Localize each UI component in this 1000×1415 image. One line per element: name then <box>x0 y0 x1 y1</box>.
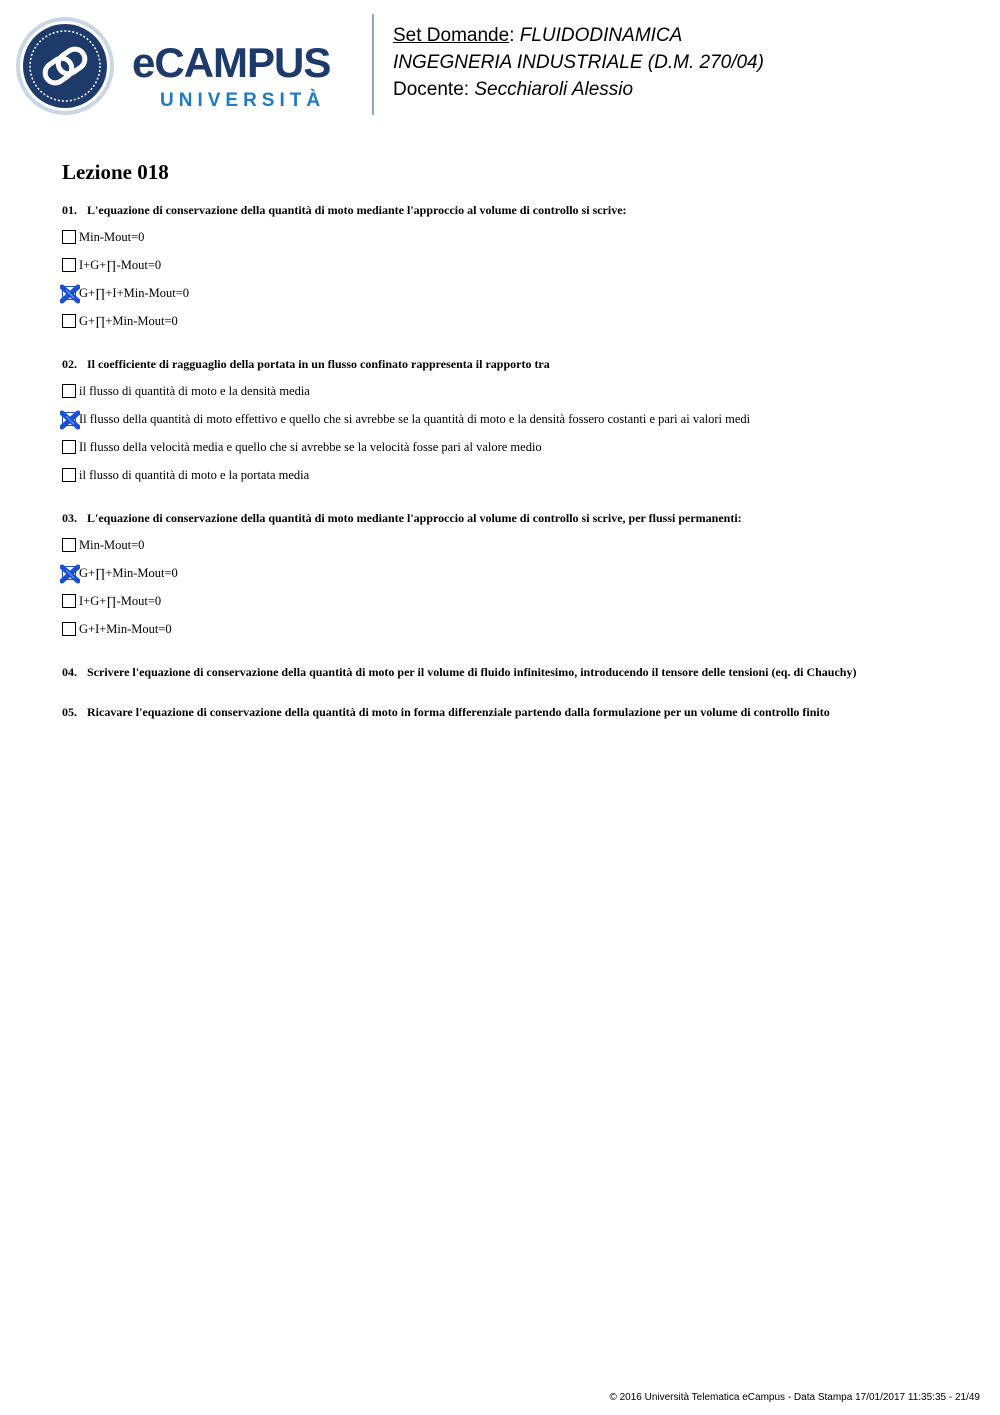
questions-container <box>62 203 962 745</box>
option-label: il flusso di quantità di moto e la portata media <box>79 467 310 482</box>
check-mark-icon <box>60 284 80 304</box>
teacher-name: Secchiaroli Alessio <box>474 79 634 100</box>
brand-subtitle: UNIVERSITÀ <box>160 90 326 111</box>
question-label: L'equazione di conservazione della quantità di moto mediante l'approccio al volume di controllo si scrive, per flussi permanenti: <box>87 511 742 525</box>
question-text <box>62 203 962 217</box>
ecampus-seal-logo-icon <box>15 16 115 116</box>
option-label: Min-Mout=0 <box>79 537 145 552</box>
option-label: G+∏+I+Min-Mout=0 <box>79 285 190 300</box>
option-label: I+G+∏-Mout=0 <box>79 593 162 608</box>
option-label: Min-Mout=0 <box>79 229 145 244</box>
set-label: Set Domande <box>393 25 510 46</box>
check-mark-icon <box>60 564 80 584</box>
question-number: 03. <box>62 511 77 525</box>
set-line: Set Domande: FLUIDODINAMICA <box>393 25 683 46</box>
option[interactable] <box>62 593 962 609</box>
option[interactable] <box>62 621 962 637</box>
course-line <box>393 49 764 76</box>
lesson-title: Lezione 018 <box>62 160 169 184</box>
option[interactable] <box>62 285 962 301</box>
page-header <box>0 0 1000 130</box>
checkbox-checked[interactable] <box>62 566 76 580</box>
option-label: G+∏+Min-Mout=0 <box>79 565 178 580</box>
option-label: G+∏+Min-Mout=0 <box>79 313 178 328</box>
checkbox[interactable] <box>62 258 76 272</box>
checkbox[interactable] <box>62 230 76 244</box>
checkbox[interactable] <box>62 622 76 636</box>
question-04 <box>62 665 962 679</box>
question-number: 04. <box>62 665 77 679</box>
set-value: FLUIDODINAMICA <box>519 25 683 46</box>
option-label: I+G+∏-Mout=0 <box>79 257 162 272</box>
checkbox-checked[interactable] <box>62 412 76 426</box>
header-divider <box>372 14 374 115</box>
option[interactable] <box>62 383 962 399</box>
checkbox-checked[interactable] <box>62 286 76 300</box>
question-label: Scrivere l'equazione di conservazione della quantità di moto per il volume di fluido infinitesimo, introducendo il tensore delle tensioni (eq. di Chauchy) <box>87 665 857 679</box>
option[interactable] <box>62 411 962 427</box>
checkbox[interactable] <box>62 440 76 454</box>
option-label: il flusso di quantità di moto e la densità media <box>79 383 310 398</box>
brand-name: eCAMPUS <box>132 39 331 86</box>
page-footer: © 2016 Università Telematica eCampus - Data Stampa 17/01/2017 11:35:35 - 21/49 <box>609 1392 980 1403</box>
option-label: Il flusso della velocità media e quello che si avrebbe se la velocità fosse pari al valore medio <box>79 439 542 454</box>
question-05 <box>62 705 962 719</box>
option[interactable] <box>62 313 962 329</box>
question-label: Ricavare l'equazione di conservazione della quantità di moto in forma differenziale partendo dalla formulazione per un volume di controllo finito <box>87 705 830 719</box>
question-number: 02. <box>62 357 77 371</box>
option-label: G+I+Min-Mout=0 <box>79 621 172 636</box>
teacher-label: Docente: <box>393 79 470 100</box>
course-name: INGEGNERIA INDUSTRIALE (D.M. 270/04) <box>393 52 764 73</box>
question-01 <box>62 203 962 329</box>
option[interactable] <box>62 565 962 581</box>
checkbox[interactable] <box>62 538 76 552</box>
question-03 <box>62 511 962 637</box>
option[interactable] <box>62 537 962 553</box>
question-number: 01. <box>62 203 77 217</box>
ecampus-wordmark <box>132 39 331 112</box>
checkbox[interactable] <box>62 594 76 608</box>
option[interactable] <box>62 439 962 455</box>
header-info <box>393 22 764 103</box>
checkbox[interactable] <box>62 314 76 328</box>
question-label: Il coefficiente di ragguaglio della portata in un flusso confinato rappresenta il rapporto tra <box>87 357 550 371</box>
question-02 <box>62 357 962 483</box>
question-text <box>62 357 962 371</box>
check-mark-icon <box>60 410 80 430</box>
option[interactable] <box>62 257 962 273</box>
question-text <box>62 511 962 525</box>
question-number: 05. <box>62 705 77 719</box>
checkbox[interactable] <box>62 384 76 398</box>
question-label: L'equazione di conservazione della quantità di moto mediante l'approccio al volume di controllo si scrive: <box>87 203 627 217</box>
teacher-line <box>393 76 764 103</box>
checkbox[interactable] <box>62 468 76 482</box>
option[interactable] <box>62 229 962 245</box>
option-label: Il flusso della quantità di moto effettivo e quello che si avrebbe se la quantità di moto e la densità fossero costanti e pari ai valori medi <box>79 411 751 426</box>
option[interactable] <box>62 467 962 483</box>
